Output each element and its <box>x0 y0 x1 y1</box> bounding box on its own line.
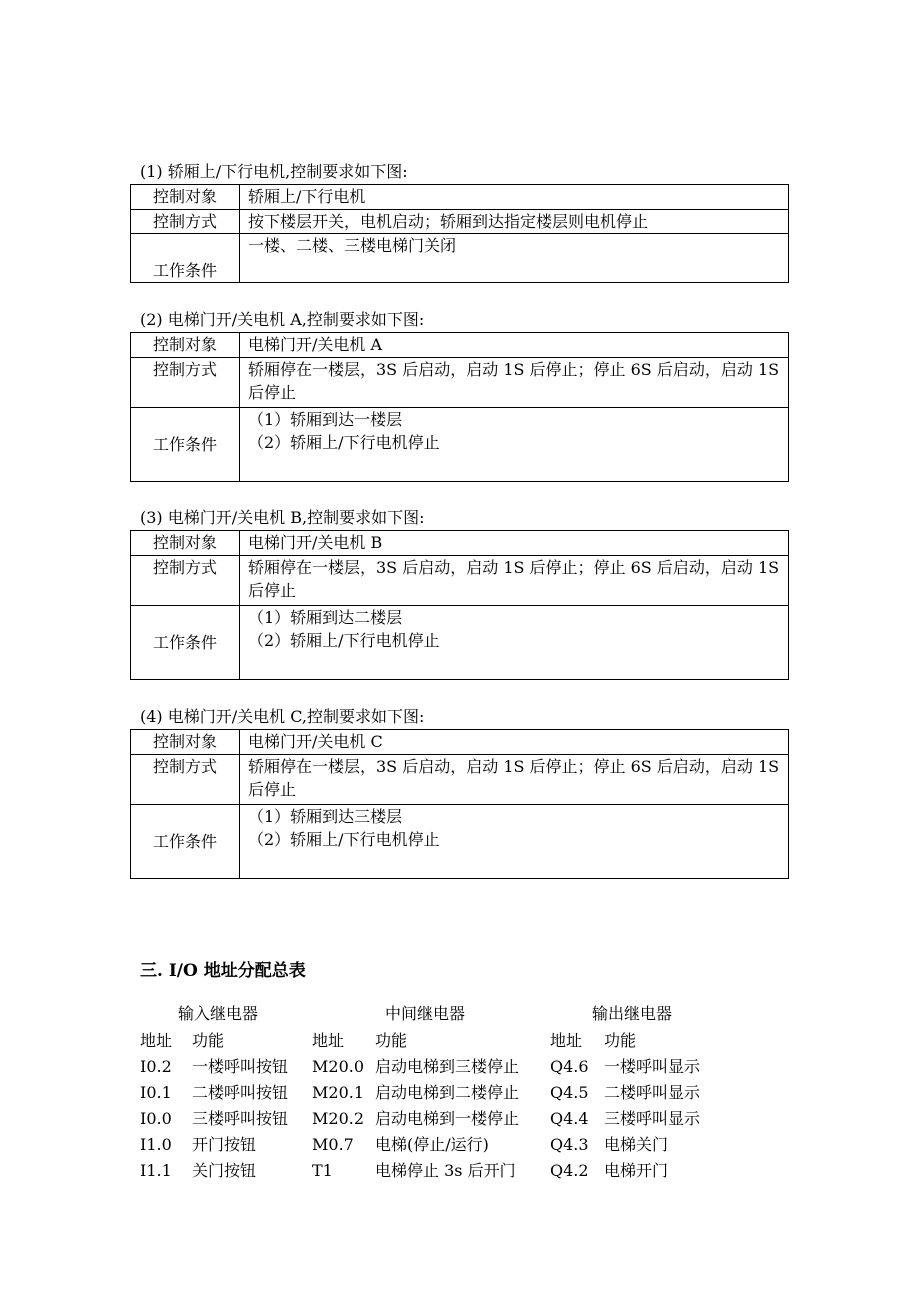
label-work-condition: 工作条件 <box>131 408 240 482</box>
label-control-method: 控制方式 <box>131 358 240 408</box>
io-cell: I1.0 <box>140 1135 172 1154</box>
col-header: 功能 <box>375 1031 408 1050</box>
control-object-value: 电梯门开/关电机 A <box>240 333 789 358</box>
io-cell: 二楼呼叫按钮 <box>192 1083 289 1102</box>
io-section-title: 三. I/O 地址分配总表 <box>140 961 306 981</box>
control-object-value: 轿厢上/下行电机 <box>240 185 789 210</box>
work-condition-value <box>240 408 789 482</box>
io-cell: M20.2 <box>312 1109 365 1128</box>
section-3-table <box>130 530 789 680</box>
control-method-value: 轿厢停在一楼层，3S 后启动，启动 1S 后停止；停止 6S 后启动，启动 1S 后停止 <box>240 358 789 408</box>
condition-item: （1）轿厢到达三楼层 <box>248 807 403 826</box>
label-work-condition: 工作条件 <box>131 234 240 283</box>
work-condition-value <box>240 805 789 879</box>
label-control-object: 控制对象 <box>131 531 240 556</box>
io-cell: Q4.2 <box>550 1161 589 1180</box>
section-4-table <box>130 729 789 879</box>
section-1-table <box>130 184 789 283</box>
condition-item: （1）轿厢到达一楼层 <box>248 410 403 429</box>
io-cell: 启动电梯到一楼停止 <box>375 1109 520 1128</box>
col-header: 地址 <box>312 1031 345 1050</box>
io-cell: Q4.6 <box>550 1057 589 1076</box>
io-cell: 电梯(停止/运行) <box>375 1135 489 1154</box>
io-cell: 一楼呼叫显示 <box>604 1057 701 1076</box>
condition-item: 一楼、二楼、三楼电梯门关闭 <box>248 236 457 255</box>
col-header: 地址 <box>140 1031 173 1050</box>
control-object-value: 电梯门开/关电机 C <box>240 730 789 755</box>
control-method-value: 轿厢停在一楼层，3S 后启动，启动 1S 后停止；停止 6S 后启动，启动 1S 后停止 <box>240 755 789 805</box>
io-cell: 电梯关门 <box>604 1135 669 1154</box>
io-cell: Q4.3 <box>550 1135 589 1154</box>
group-header-output: 输出继电器 <box>592 1004 673 1023</box>
io-cell: I1.1 <box>140 1161 172 1180</box>
section-2-table <box>130 332 789 482</box>
io-cell: 电梯开门 <box>604 1161 669 1180</box>
io-cell: 一楼呼叫按钮 <box>192 1057 289 1076</box>
label-work-condition: 工作条件 <box>131 606 240 680</box>
section-2-caption: (2) 电梯门开/关电机 A,控制要求如下图: <box>140 310 425 329</box>
io-cell: M20.0 <box>312 1057 365 1076</box>
condition-item: （1）轿厢到达二楼层 <box>248 608 403 627</box>
label-control-method: 控制方式 <box>131 755 240 805</box>
section-3-caption: (3) 电梯门开/关电机 B,控制要求如下图: <box>140 508 425 527</box>
label-control-method: 控制方式 <box>131 556 240 606</box>
label-control-object: 控制对象 <box>131 185 240 210</box>
label-control-object: 控制对象 <box>131 730 240 755</box>
io-cell: 启动电梯到二楼停止 <box>375 1083 520 1102</box>
condition-item: （2）轿厢上/下行电机停止 <box>248 830 440 849</box>
io-cell: 三楼呼叫按钮 <box>192 1109 289 1128</box>
io-cell: Q4.5 <box>550 1083 589 1102</box>
io-cell: 二楼呼叫显示 <box>604 1083 701 1102</box>
section-1-caption: (1) 轿厢上/下行电机,控制要求如下图: <box>140 162 408 181</box>
col-header: 功能 <box>604 1031 637 1050</box>
condition-item: （2）轿厢上/下行电机停止 <box>248 631 440 650</box>
io-cell: 电梯停止 3s 后开门 <box>375 1161 516 1180</box>
io-cell: M20.1 <box>312 1083 365 1102</box>
io-cell: T1 <box>312 1161 333 1180</box>
condition-item: （2）轿厢上/下行电机停止 <box>248 433 440 452</box>
col-header: 地址 <box>550 1031 583 1050</box>
io-cell: Q4.4 <box>550 1109 589 1128</box>
group-header-input: 输入继电器 <box>178 1004 259 1023</box>
label-control-object: 控制对象 <box>131 333 240 358</box>
work-condition-value <box>240 606 789 680</box>
control-object-value: 电梯门开/关电机 B <box>240 531 789 556</box>
control-method-value: 轿厢停在一楼层，3S 后启动，启动 1S 后停止；停止 6S 后启动，启动 1S 后停止 <box>240 556 789 606</box>
group-header-middle: 中间继电器 <box>385 1004 466 1023</box>
io-cell: I0.1 <box>140 1083 172 1102</box>
io-cell: 启动电梯到三楼停止 <box>375 1057 520 1076</box>
section-4-caption: (4) 电梯门开/关电机 C,控制要求如下图: <box>140 707 425 726</box>
io-cell: I0.0 <box>140 1109 172 1128</box>
control-method-value: 按下楼层开关，电机启动；轿厢到达指定楼层则电机停止 <box>240 210 789 234</box>
io-cell: M0.7 <box>312 1135 354 1154</box>
col-header: 功能 <box>192 1031 225 1050</box>
label-control-method: 控制方式 <box>131 210 240 234</box>
work-condition-value <box>240 234 789 283</box>
label-work-condition: 工作条件 <box>131 805 240 879</box>
io-cell: 开门按钮 <box>192 1135 257 1154</box>
io-cell: 三楼呼叫显示 <box>604 1109 701 1128</box>
io-cell: I0.2 <box>140 1057 172 1076</box>
io-cell: 关门按钮 <box>192 1161 257 1180</box>
